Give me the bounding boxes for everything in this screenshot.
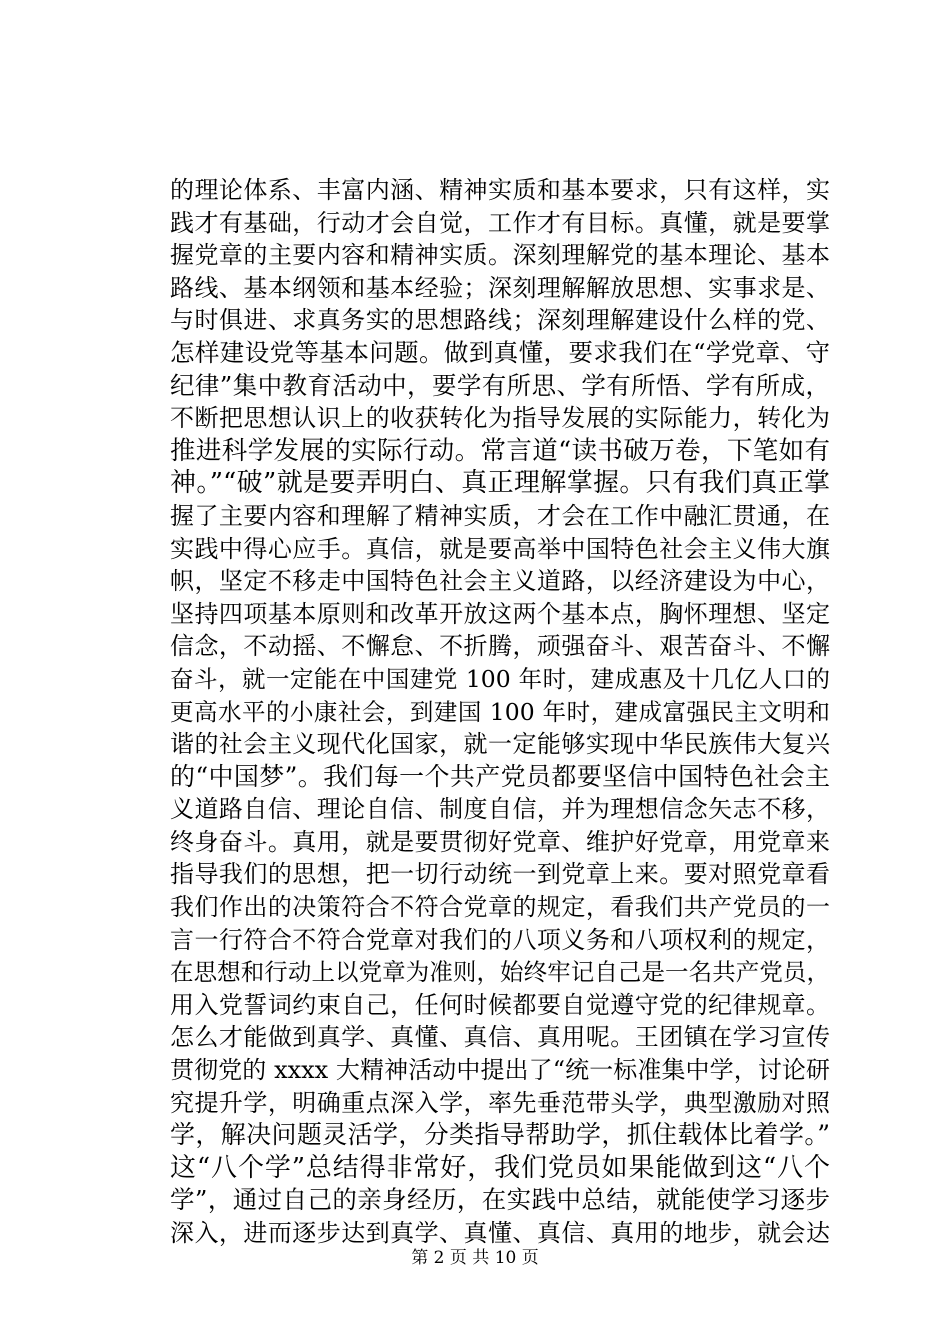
text-line: 更高水平的小康社会，到建国 100 年时，建成富强民主文明和: [170, 697, 830, 726]
text-line: 的理论体系、丰富内涵、精神实质和基本要求，只有这样，实: [170, 176, 830, 204]
text-line: 握党章的主要内容和精神实质。深刻理解党的基本理论、基本: [170, 241, 830, 270]
text-line: 践才有基础，行动才会自觉，工作才有目标。真懂，就是要掌: [170, 208, 830, 237]
text-line: 谐的社会主义现代化国家，就一定能够实现中华民族伟大复兴: [170, 730, 830, 759]
text-line: 信念，不动摇、不懈怠、不折腾，顽强奋斗、艰苦奋斗、不懈: [170, 632, 830, 661]
text-line: 究提升学，明确重点深入学，率先垂范带头学，典型激励对照: [170, 1088, 830, 1117]
text-line: 推进科学发展的实际行动。常言道“读书破万卷，下笔如有: [170, 435, 830, 466]
text-line: 义道路自信、理论自信、制度自信，并为理想信念矢志不移，: [170, 795, 830, 824]
text-line: 奋斗，就一定能在中国建党 100 年时，建成惠及十几亿人口的: [170, 664, 830, 693]
text-line: 终身奋斗。真用，就是要贯彻好党章、维护好党章，用党章来: [170, 827, 830, 856]
text-line: 神。”“破”就是要弄明白、真正理解掌握。只有我们真正掌: [170, 468, 830, 499]
text-line: 我们作出的决策符合不符合党章的规定，看我们共产党员的一: [170, 893, 830, 922]
text-line: 的“中国梦”。我们每一个共产党员都要坚信中国特色社会主: [170, 761, 830, 791]
text-line: 用入党誓词约束自己，任何时候都要自觉遵守党的纪律规章。: [170, 990, 830, 1019]
text-line: 帜，坚定不移走中国特色社会主义道路，以经济建设为中心，: [170, 567, 830, 596]
text-line: 怎么才能做到真学、真懂、真信、真用呢。王团镇在学习宣传: [170, 1023, 830, 1052]
text-line: 怎样建设党等基本问题。做到真懂，要求我们在“学党章、守: [170, 337, 830, 367]
text-line: 路线、基本纲领和基本经验；深刻理解解放思想、实事求是、: [170, 273, 830, 302]
text-line: 言一行符合不符合党章对我们的八项义务和八项权利的规定，: [170, 925, 830, 954]
page-footer: 第 2 页 共 10 页: [411, 1248, 539, 1268]
text-line: 深入，进而逐步达到真学、真懂、真信、真用的地步，就会达: [170, 1219, 830, 1247]
text-line: 坚持四项基本原则和改革开放这两个基本点，胸怀理想、坚定: [170, 599, 830, 628]
text-line: 不断把思想认识上的收获转化为指导发展的实际能力，转化为: [170, 404, 830, 433]
text-line: 实践中得心应手。真信，就是要高举中国特色社会主义伟大旗: [170, 534, 830, 563]
text-line: 学”，通过自己的亲身经历，在实践中总结，就能使学习逐步: [170, 1185, 830, 1215]
text-line: 指导我们的思想，把一切行动统一到党章上来。要对照党章看: [170, 860, 830, 889]
body-text: [170, 174, 830, 1250]
text-line: 纪律”集中教育活动中，要学有所思、学有所悟、学有所成，: [170, 370, 830, 400]
text-line: 与时俱进、求真务实的思想路线；深刻理解建设什么样的党、: [170, 306, 830, 335]
text-line: 贯彻党的 xxxx 大精神活动中提出了“统一标准集中学，讨论研: [170, 1056, 830, 1085]
text-line: 握了主要内容和理解了精神实质，才会在工作中融汇贯通，在: [170, 501, 830, 530]
text-line: 学，解决问题灵活学，分类指导帮助学，抓住载体比着学。”: [170, 1120, 830, 1150]
text-line: 在思想和行动上以党章为准则，始终牢记自己是一名共产党员，: [170, 958, 830, 987]
text-line: 这“八个学”总结得非常好，我们党员如果能做到这“八个: [170, 1152, 830, 1183]
